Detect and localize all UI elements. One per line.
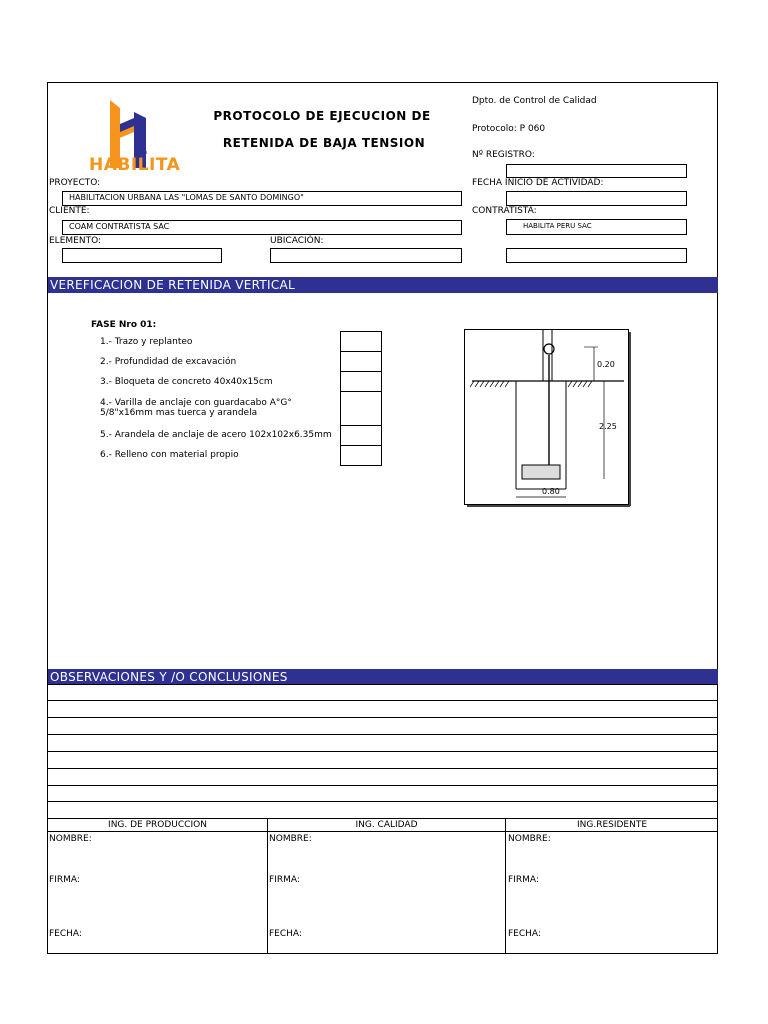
step-5: 5.- Arandela de anclaje de acero 102x102x6.35mm xyxy=(100,430,332,440)
form-title-line2: RETENIDA DE BAJA TENSION xyxy=(222,136,426,150)
obs-line xyxy=(47,700,718,701)
retenida-diagram xyxy=(464,329,631,507)
sig-divider xyxy=(505,818,506,954)
fecha-inicio-field[interactable] xyxy=(506,191,687,206)
obs-line xyxy=(47,768,718,769)
contratista-field[interactable]: HABILITA PERU SAC xyxy=(506,219,687,235)
sig-divider xyxy=(267,818,268,954)
obs-line xyxy=(47,717,718,718)
obs-line xyxy=(47,684,718,685)
logo-country: Perú xyxy=(136,150,148,156)
elemento-label: ELEMENTO: xyxy=(49,236,102,246)
check-step-1[interactable] xyxy=(340,331,382,352)
obs-line xyxy=(47,818,718,819)
dim-top: 0.20 xyxy=(597,360,615,369)
sig-nombre-1: NOMBRE: xyxy=(49,834,92,844)
sig-fecha-1: FECHA: xyxy=(49,929,82,939)
ubicacion-label: UBICACIÓN: xyxy=(270,236,324,246)
step-6: 6.- Relleno con material propio xyxy=(100,450,239,460)
sig-firma-3: FIRMA: xyxy=(508,875,539,885)
section-observaciones-title: OBSERVACIONES Y /O CONCLUSIONES xyxy=(48,669,718,685)
registro-field[interactable] xyxy=(506,164,687,178)
sig-nombre-2: NOMBRE: xyxy=(269,834,312,844)
step-1: 1.- Trazo y replanteo xyxy=(100,337,193,347)
dim-depth: 2.25 xyxy=(599,422,617,431)
sig-header-line xyxy=(47,831,718,832)
check-step-6[interactable] xyxy=(340,445,382,466)
check-step-4[interactable] xyxy=(340,391,382,426)
phase-label: FASE Nro 01: xyxy=(91,320,157,330)
dept-label: Dpto. de Control de Calidad xyxy=(472,96,597,106)
obs-line xyxy=(47,801,718,802)
sig-fecha-2: FECHA: xyxy=(269,929,302,939)
check-step-2[interactable] xyxy=(340,351,382,372)
sig-col-residente: ING.RESIDENTE xyxy=(576,820,648,830)
step-3: 3.- Bloqueta de concreto 40x40x15cm xyxy=(100,377,273,387)
step-4: 4.- Varilla de anclaje con guardacabo A°G° 5/8"x16mm mas tuerca y arandela xyxy=(100,398,292,418)
cliente-label: CLIENTE: xyxy=(49,206,90,216)
step-2: 2.- Profundidad de excavación xyxy=(100,357,237,367)
ubicacion-field[interactable] xyxy=(270,248,462,263)
sig-col-produccion: ING. DE PRODUCCION xyxy=(108,820,207,830)
protocol-label: Protocolo: P 060 xyxy=(472,124,546,134)
fecha-inicio-label: FECHA INICIO DE ACTIVIDAD: xyxy=(472,178,604,188)
ubicacion-field-2[interactable] xyxy=(506,248,687,263)
sig-firma-2: FIRMA: xyxy=(269,875,300,885)
logo-brand: HABILITA xyxy=(89,155,181,175)
sig-nombre-3: NOMBRE: xyxy=(508,834,551,844)
sig-col-calidad: ING. CALIDAD xyxy=(355,820,418,830)
sig-firma-1: FIRMA: xyxy=(49,875,80,885)
dim-base: 0.80 xyxy=(542,487,560,496)
check-step-3[interactable] xyxy=(340,371,382,392)
section-verificacion-title: VEREFICACION DE RETENIDA VERTICAL xyxy=(48,277,718,293)
form-title-line1: PROTOCOLO DE EJECUCION DE xyxy=(213,109,431,123)
elemento-field[interactable] xyxy=(62,248,222,263)
cliente-field[interactable]: COAM CONTRATISTA SAC xyxy=(62,220,462,235)
check-step-5[interactable] xyxy=(340,425,382,446)
registro-label: Nº REGISTRO: xyxy=(472,150,535,160)
sig-fecha-3: FECHA: xyxy=(508,929,541,939)
proyecto-label: PROYECTO: xyxy=(49,178,101,188)
contratista-label: CONTRATISTA: xyxy=(472,206,537,216)
obs-line xyxy=(47,785,718,786)
obs-line xyxy=(47,751,718,752)
obs-line xyxy=(47,734,718,735)
proyecto-field[interactable]: HABILITACION URBANA LAS "LOMAS DE SANTO DOMINGO" xyxy=(62,191,462,206)
